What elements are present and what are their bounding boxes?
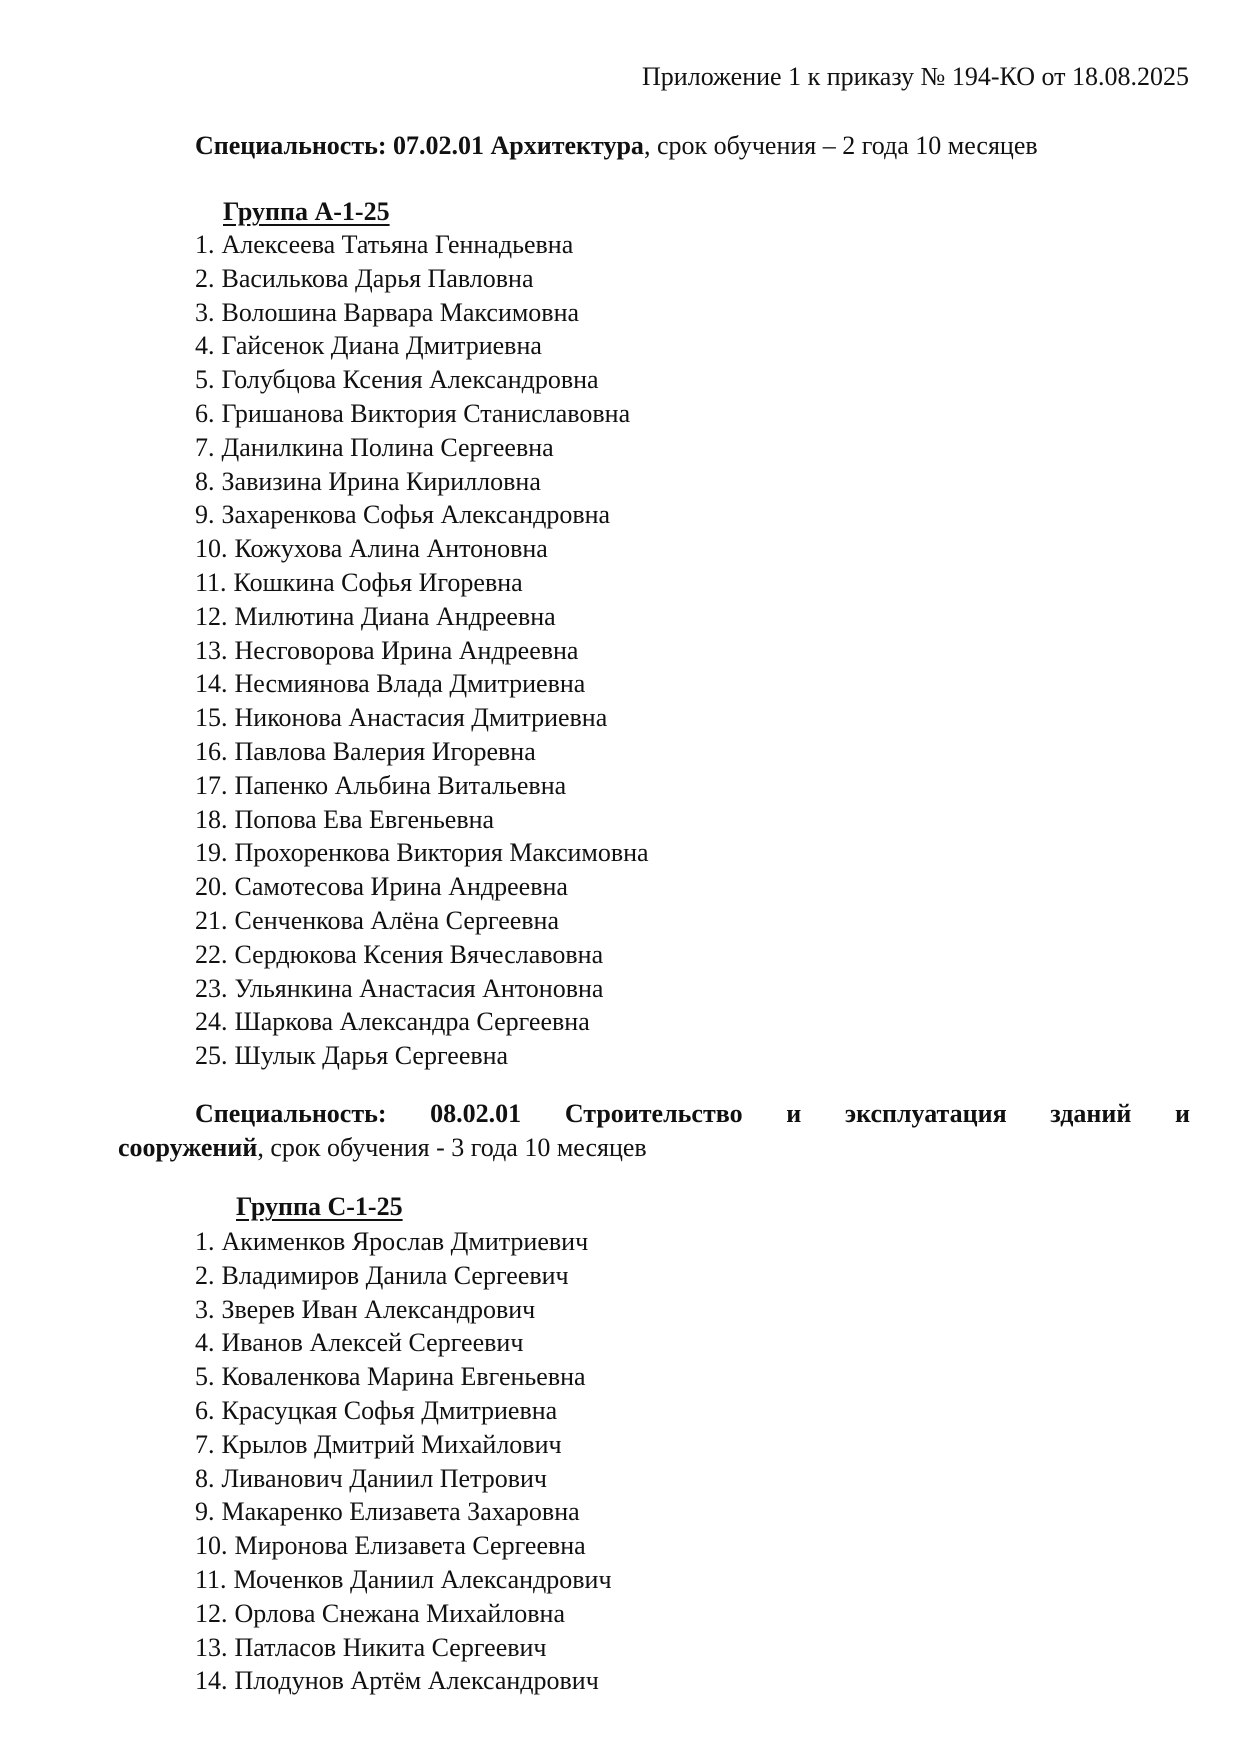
student-list-item (195, 1563, 612, 1597)
student-name: Данилкина Полина Сергеевна (221, 432, 554, 462)
student-name: Милютина Диана Андреевна (234, 601, 556, 631)
list-item-number: 13. (195, 1632, 228, 1662)
student-list-item (195, 1597, 612, 1631)
student-name: Папенко Альбина Витальевна (234, 770, 567, 800)
list-item-number: 14. (195, 1666, 228, 1696)
student-list-item (195, 1259, 612, 1293)
student-list-item (195, 1005, 649, 1039)
specialty-name-word: Строительство (564, 1099, 743, 1128)
appendix-reference: Приложение 1 к приказу № 194-КО от 18.08.2025 (642, 62, 1189, 91)
student-name: Кожухова Алина Антоновна (234, 534, 548, 564)
list-item-number: 12. (195, 601, 228, 631)
student-name: Патласов Никита Сергеевич (234, 1632, 547, 1662)
student-name: Красуцкая Софья Дмитриевна (221, 1395, 558, 1425)
student-list-item (195, 431, 649, 465)
student-list-item (195, 1428, 612, 1462)
group-title-c-1-25: Группа С-1-25 (236, 1192, 403, 1221)
list-item-number: 10. (195, 534, 228, 564)
specialty-name-word: зданий (1050, 1099, 1132, 1128)
student-name: Сенченкова Алёна Сергеевна (234, 905, 560, 935)
list-item-number: 6. (195, 398, 215, 428)
list-item-number: 15. (195, 703, 228, 733)
specialty-name-tail: сооружений (118, 1133, 258, 1162)
student-list-item (195, 329, 649, 363)
student-list-item (195, 1529, 612, 1563)
group-title-a-1-25: Группа А-1-25 (223, 197, 390, 226)
student-list-item (195, 1462, 612, 1496)
student-name: Гайсенок Диана Дмитриевна (221, 331, 542, 361)
list-item-number: 14. (195, 669, 228, 699)
specialty-name: Архитектура (490, 131, 644, 160)
list-item-number: 4. (195, 331, 215, 361)
list-item-number: 20. (195, 872, 228, 902)
list-item-number: 3. (195, 297, 215, 327)
student-list-item (195, 870, 649, 904)
student-name: Самотесова Ирина Андреевна (234, 872, 568, 902)
list-item-number: 2. (195, 1260, 215, 1290)
list-item-number: 23. (195, 973, 228, 1003)
list-item-number: 17. (195, 770, 228, 800)
list-item-number: 11. (195, 567, 227, 597)
student-list-item (195, 836, 649, 870)
student-list-item (195, 1225, 612, 1259)
student-name: Василькова Дарья Павловна (221, 263, 534, 293)
student-list-item (195, 600, 649, 634)
specialty-code: 07.02.01 (393, 131, 485, 160)
student-list-item (195, 904, 649, 938)
student-list-a-1-25 (195, 228, 649, 1073)
list-item-number: 11. (195, 1564, 227, 1594)
list-item-number: 18. (195, 804, 228, 834)
student-name: Ливанович Даниил Петрович (221, 1463, 547, 1493)
specialty-heading-architecture (195, 129, 1038, 163)
list-item-number: 9. (195, 500, 215, 530)
student-list-item (195, 262, 649, 296)
student-name: Плодунов Артём Александрович (234, 1666, 599, 1696)
student-list-item (195, 1293, 612, 1327)
student-list-item (195, 1039, 649, 1073)
student-list-item (195, 1360, 612, 1394)
student-list-item (195, 1664, 612, 1698)
specialty-heading-line (118, 1131, 1190, 1165)
student-name: Коваленкова Марина Евгеньевна (221, 1362, 586, 1392)
list-item-number: 2. (195, 263, 215, 293)
student-name: Макаренко Елизавета Захаровна (221, 1497, 580, 1527)
specialty-code: 08.02.01 (430, 1099, 522, 1128)
specialty-heading-construction (118, 1097, 1190, 1165)
student-name: Захаренкова Софья Александровна (221, 500, 611, 530)
list-item-number: 3. (195, 1294, 215, 1324)
list-item-number: 6. (195, 1395, 215, 1425)
specialty-name-word: эксплуатация (844, 1099, 1007, 1128)
student-name: Гришанова Виктория Станиславовна (221, 398, 631, 428)
specialty-label: Специальность: (195, 131, 387, 160)
student-list-item (195, 566, 649, 600)
student-name: Алексеева Татьяна Геннадьевна (221, 230, 574, 259)
list-item-number: 4. (195, 1328, 215, 1358)
student-list-item (195, 532, 649, 566)
list-item-number: 13. (195, 635, 228, 665)
list-item-number: 7. (195, 432, 215, 462)
student-name: Шулык Дарья Сергеевна (234, 1041, 509, 1071)
student-name: Крылов Дмитрий Михайлович (221, 1429, 562, 1459)
specialty-duration: , срок обучения – 2 года 10 месяцев (643, 131, 1038, 160)
student-name: Волошина Варвара Максимовна (221, 297, 580, 327)
student-name: Орлова Снежана Михайловна (234, 1598, 565, 1628)
specialty-duration: , срок обучения - 3 года 10 месяцев (257, 1133, 647, 1162)
student-list-item (195, 769, 649, 803)
student-list-item (195, 1326, 612, 1360)
list-item-number: 8. (195, 1463, 215, 1493)
student-list-item (195, 296, 649, 330)
student-name: Зверев Иван Александрович (221, 1294, 536, 1324)
specialty-name-word: и (786, 1099, 802, 1128)
student-list-item (195, 397, 649, 431)
list-item-number: 5. (195, 365, 215, 395)
student-list-item (195, 498, 649, 532)
student-list-item (195, 634, 649, 668)
list-item-number: 1. (195, 230, 215, 259)
list-item-number: 8. (195, 466, 215, 496)
student-name: Моченков Даниил Александрович (233, 1564, 612, 1594)
student-list-item (195, 803, 649, 837)
list-item-number: 7. (195, 1429, 215, 1459)
student-list-item (195, 667, 649, 701)
specialty-name-word: и (1175, 1099, 1190, 1128)
student-list-item (195, 972, 649, 1006)
list-item-number: 12. (195, 1598, 228, 1628)
student-name: Прохоренкова Виктория Максимовна (234, 838, 649, 868)
student-name: Завизина Ирина Кирилловна (221, 466, 541, 496)
student-list-item (195, 465, 649, 499)
student-list-item (195, 363, 649, 397)
list-item-number: 25. (195, 1041, 228, 1071)
student-list-item (195, 735, 649, 769)
student-name: Владимиров Данила Сергеевич (221, 1260, 569, 1290)
list-item-number: 9. (195, 1497, 215, 1527)
student-name: Несмиянова Влада Дмитриевна (234, 669, 586, 699)
student-name: Иванов Алексей Сергеевич (221, 1328, 524, 1358)
student-list-c-1-25 (195, 1225, 612, 1698)
student-name: Голубцова Ксения Александровна (221, 365, 599, 395)
student-name: Павлова Валерия Игоревна (234, 736, 536, 766)
student-list-item (195, 701, 649, 735)
list-item-number: 24. (195, 1007, 228, 1037)
list-item-number: 19. (195, 838, 228, 868)
list-item-number: 21. (195, 905, 228, 935)
student-name: Несговорова Ирина Андреевна (234, 635, 579, 665)
student-list-item (195, 1394, 612, 1428)
student-name: Кошкина Софья Игоревна (233, 567, 523, 597)
student-name: Шаркова Александра Сергеевна (234, 1007, 590, 1037)
specialty-heading-line (118, 1097, 1190, 1131)
list-item-number: 1. (195, 1227, 215, 1256)
student-list-item (195, 228, 649, 262)
student-list-item (195, 1495, 612, 1529)
student-name: Ульянкина Анастасия Антоновна (234, 973, 604, 1003)
specialty-label: Специальность: (195, 1099, 387, 1128)
student-name: Никонова Анастасия Дмитриевна (234, 703, 608, 733)
student-list-item (195, 938, 649, 972)
list-item-number: 5. (195, 1362, 215, 1392)
student-name: Сердюкова Ксения Вячеславовна (234, 939, 604, 969)
student-name: Акименков Ярослав Дмитриевич (221, 1227, 589, 1256)
list-item-number: 10. (195, 1531, 228, 1561)
student-name: Попова Ева Евгеньевна (234, 804, 495, 834)
list-item-number: 16. (195, 736, 228, 766)
student-name: Миронова Елизавета Сергеевна (234, 1531, 586, 1561)
student-list-item (195, 1631, 612, 1665)
list-item-number: 22. (195, 939, 228, 969)
